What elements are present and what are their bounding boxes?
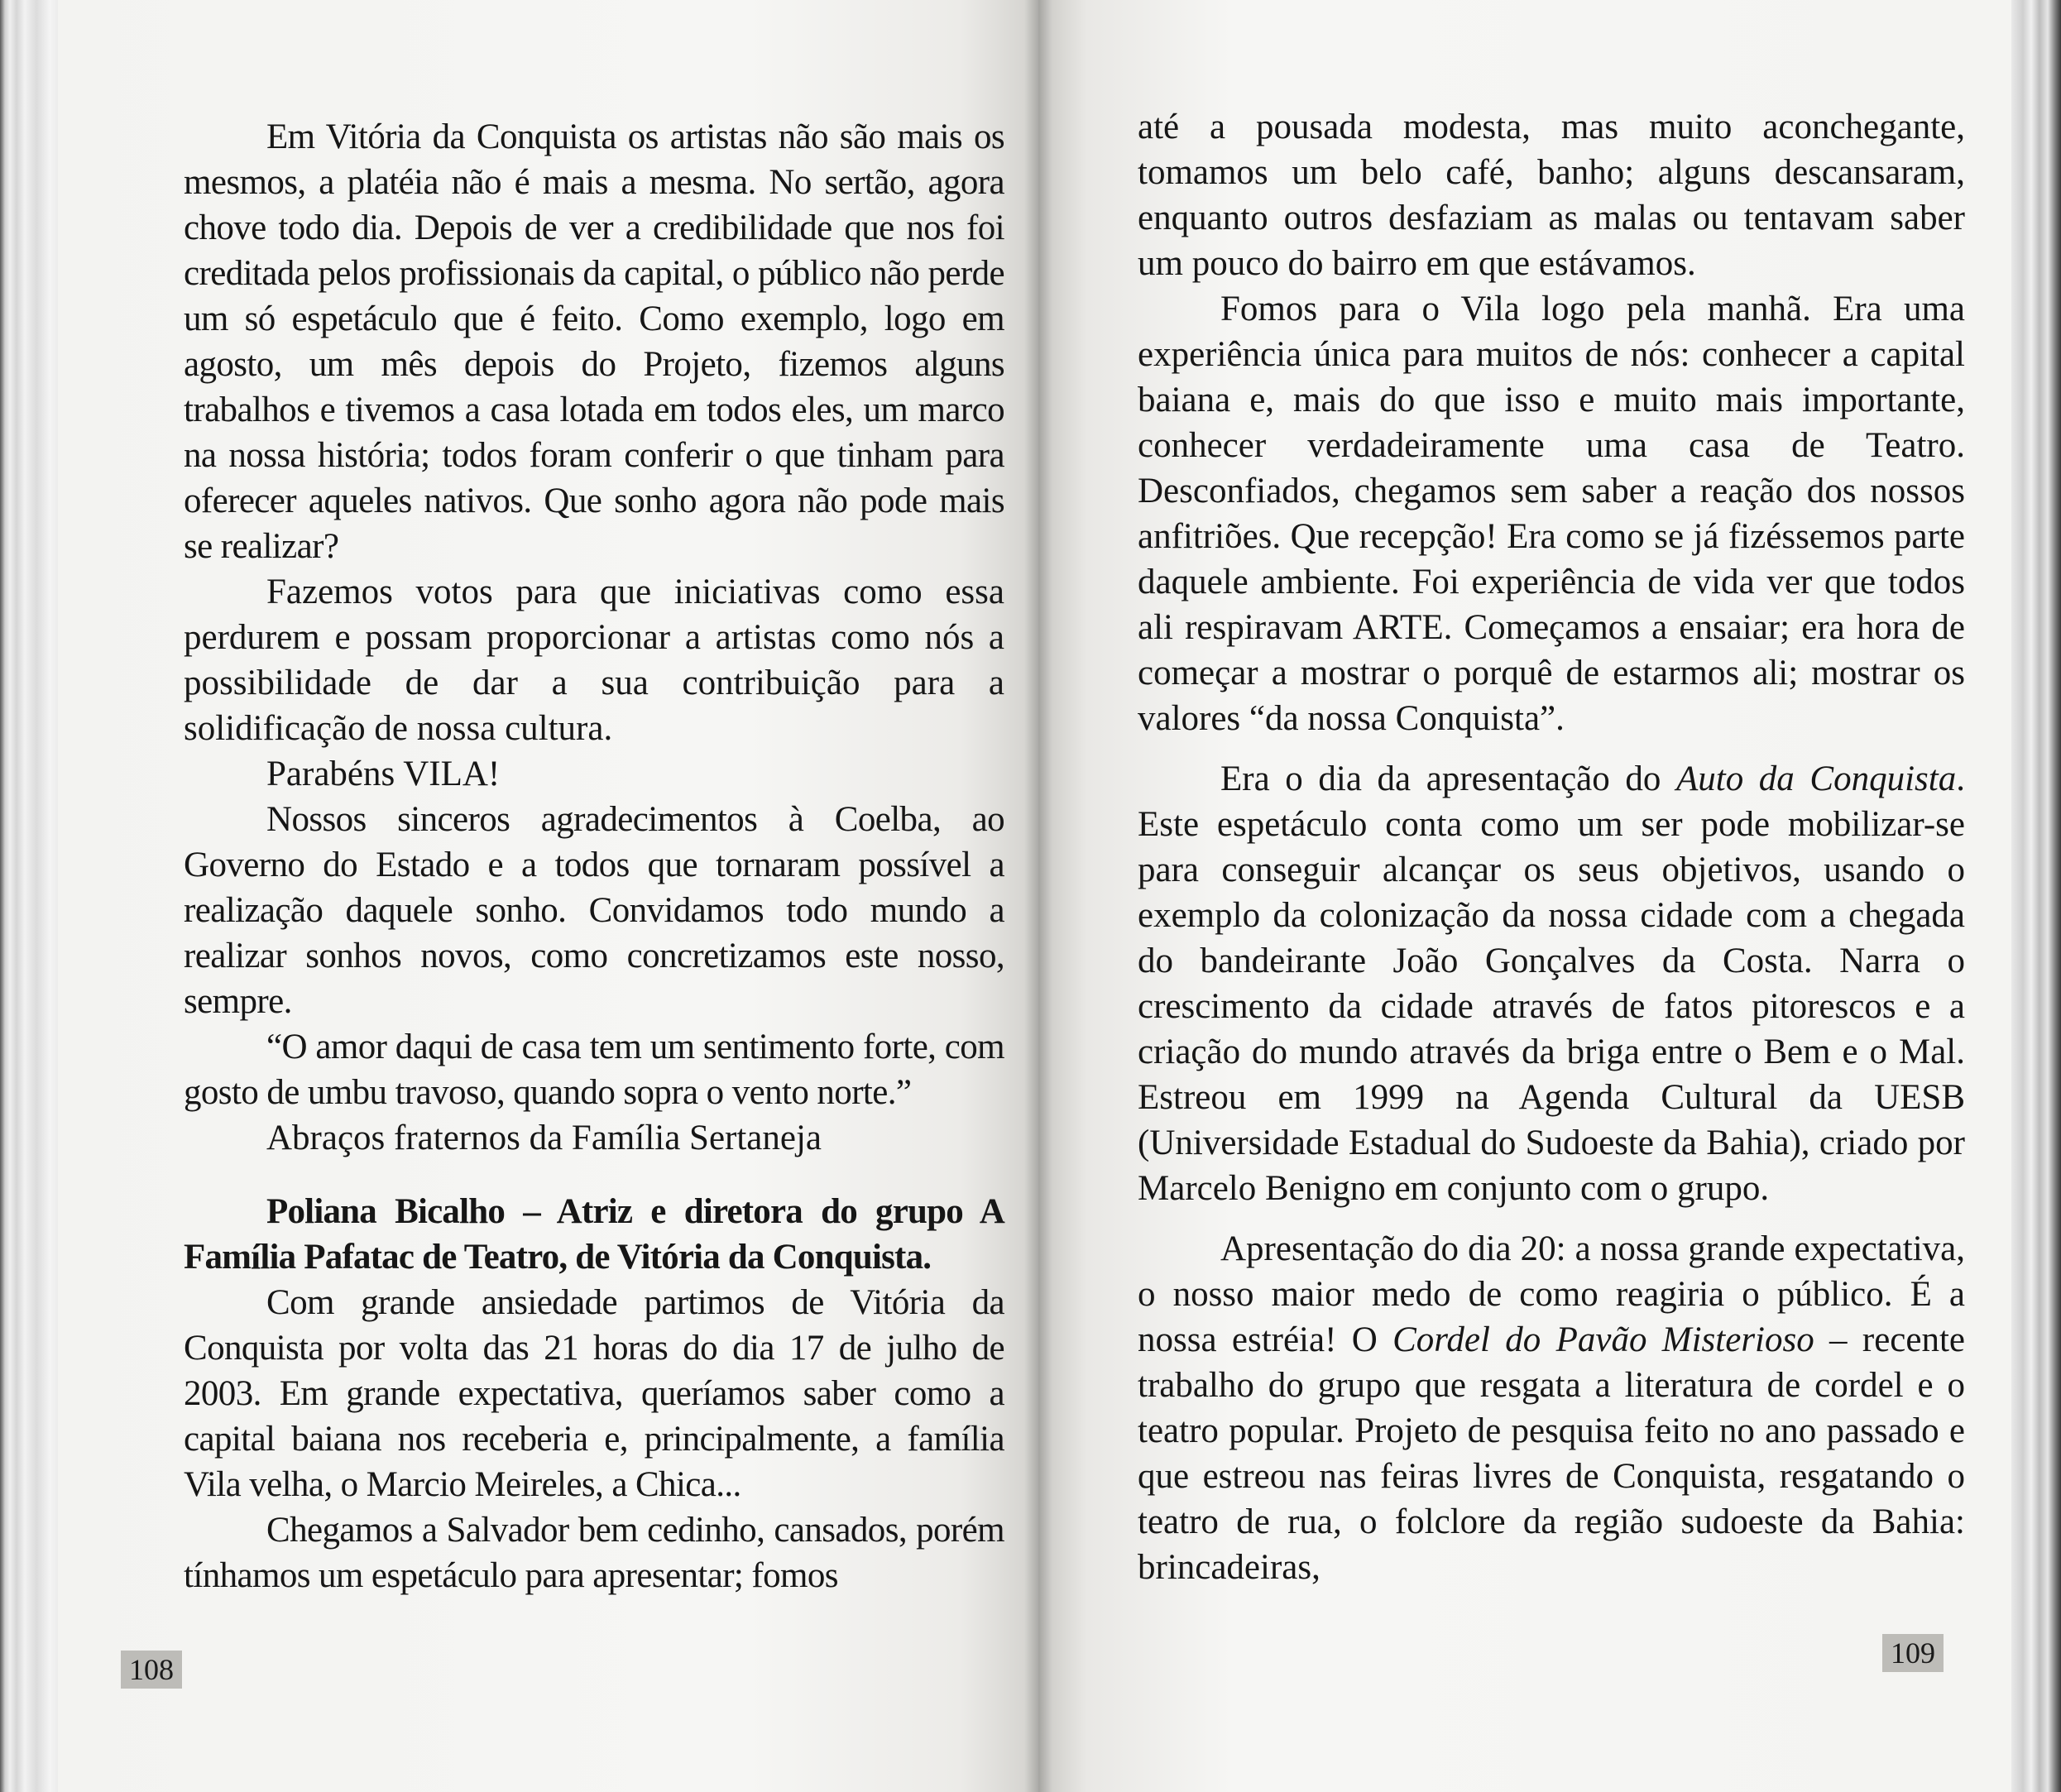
left-page [58,0,1038,1792]
paragraph-votos: Fazemos votos para que iniciativas como essa perdurem e possam proporcionar a artistas como nós a possibilidade de dar a sua contribuição para a solidificação de nossa cultura. [184,573,1004,748]
book-gutter [1024,0,1052,1792]
quote-amor: “O amor daqui de casa tem um sentimento forte, com gosto de umbu travoso, quando sopra o vento norte.” [184,1028,1004,1112]
page-number-right: 109 [1882,1634,1944,1672]
paragraph-vila-manha: Fomos para o Vila logo pela manhã. Era uma experiência única para muitos de nós: conhecer a capital baiana e, mais do que isso e muito mais importante, conhecer verdadeiramente uma casa de Teatro. Desconfiados, chegamos sem saber a reação dos nossos anfitriões. Que recepção! Era como se já fizéssemos parte daquele ambiente. Foi experiência de vida ver que todos ali respiravam ARTE. Começamos a ensaiar; era hora de começar a mostrar o porquê de estarmos ali; mostrar os valores “da nossa Conquista”. [1138,290,1965,738]
paragraph-ansiedade: Com grande ansiedade partimos de Vitória da Conquista por volta das 21 horas do dia 17 de julho de 2003. Em grande expectativa, queríamos saber como a capital baiana nos receberia e, principalmente, a família Vila velha, o Marcio Meireles, a Chica... [184,1283,1004,1504]
paragraph-chegamos: Chegamos a Salvador bem cedinho, cansados, porém tínhamos um espetáculo para apresentar; fomos [184,1511,1004,1595]
title-cordel-pavao: Cordel do Pavão Misterioso [1392,1320,1814,1359]
paragraph-parabens: Parabéns VILA! [266,755,501,793]
page-edges-left [0,0,58,1792]
left-page-text [184,114,1004,1598]
p4-after: – recente trabalho do grupo que resgata a literatura de cordel e o teatro popular. Projeto de pesquisa feito no ano passado e que estreou nas feiras livres de Conquista, resgatando o teatro de rua, o folclore da região sudoeste da Bahia: brincadeiras, [1138,1320,1965,1587]
p3-before: Era o dia da apresentação do [1220,759,1676,798]
paragraph-pousada: até a pousada modesta, mas muito aconchegante, tomamos um belo café, banho; alguns descansaram, enquanto outros desfaziam as malas ou tentavam saber um pouco do bairro em que estávamos. [1138,108,1965,283]
page-edges-right [2011,0,2061,1792]
title-auto-da-conquista: Auto da Conquista [1675,759,1957,798]
paragraph-apresentacao-dia-20 [1138,1226,1965,1590]
paragraph-credibilidade: Em Vitória da Conquista os artistas não são mais os mesmos, a platéia não é mais a mesma. No sertão, agora chove todo dia. Depois de ver a credibilidade que nos foi creditada pelos profissionais da capital, o público não perde um só espetáculo que é feito. Como exemplo, logo em agosto, um mês depois do Projeto, fizemos alguns trabalhos e tivemos a casa lotada em todos eles, um marco na nossa história; todos foram conferir o que tinham para oferecer aqueles nativos. Que sonho agora não pode mais se realizar? [184,117,1004,566]
signature-familia-sertaneja: Abraços fraternos da Família Sertaneja [266,1119,822,1157]
page-number-left: 108 [121,1651,182,1689]
paragraph-auto-conquista [1138,756,1965,1211]
p4-before: Apresentação do dia 20: a nossa grande expectativa, o nosso maior medo de como reagiria o público. É a nossa estréia! O [1138,1229,1965,1359]
section-heading-poliana: Poliana Bicalho – Atriz e diretora do grupo A Família Pafatac de Teatro, de Vitória da Conquista. [184,1192,1004,1277]
right-page [1038,0,2011,1792]
p3-after: . Este espetáculo conta como um ser pode mobilizar-se para conseguir alcançar os seus objetivos, usando o exemplo da colonização da nossa cidade com a chegada do bandeirante João Gonçalves da Costa. Narra o crescimento da cidade através de fatos pitorescos e a criação do mundo através da briga entre o Bem e o Mal. Estreou em 1999 na Agenda Cultural da UESB (Universidade Estadual do Sudoeste da Bahia), criado por Marcelo Benigno em conjunto com o grupo. [1138,759,1965,1208]
paragraph-agradecimentos: Nossos sinceros agradecimentos à Coelba, ao Governo do Estado e a todos que tornaram possível a realização daquele sonho. Convidamos todo mundo a realizar sonhos novos, como concretizamos este nosso, sempre. [184,800,1004,1021]
right-page-text [1138,104,1965,1590]
